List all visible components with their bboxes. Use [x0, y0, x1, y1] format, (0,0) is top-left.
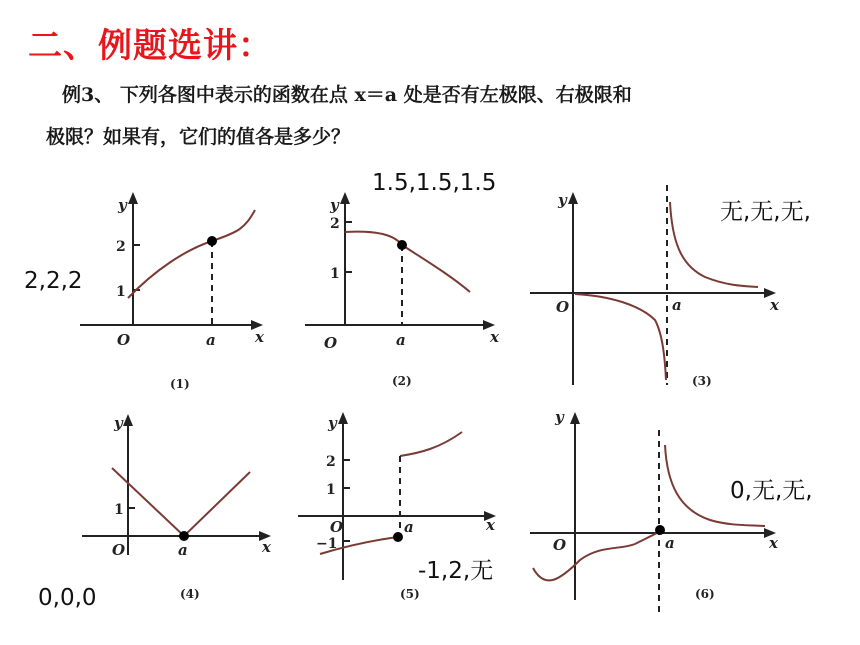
- tick-label: 1: [330, 266, 340, 282]
- graph-caption: (5): [400, 587, 420, 601]
- origin-label: O: [117, 331, 131, 349]
- answer-graph-5: -1,2,无: [418, 558, 494, 584]
- tick-label: 1: [116, 284, 126, 300]
- x-axis-label: x: [255, 328, 264, 346]
- graph-caption: (6): [695, 587, 715, 601]
- point-a-label: a: [665, 534, 675, 552]
- x-axis-label: x: [769, 534, 778, 552]
- y-axis-label: y: [558, 191, 567, 209]
- point-a-label: a: [178, 541, 188, 559]
- question-line-2: 极限？如果有，它们的值各是多少？: [46, 126, 351, 148]
- answer-graph-2: 1.5,1.5,1.5: [372, 170, 497, 196]
- origin-label: O: [112, 541, 126, 559]
- tick-label: 1: [326, 482, 336, 498]
- point-a-label: a: [672, 296, 682, 314]
- y-axis-label: y: [114, 414, 123, 432]
- graph-caption: (3): [692, 374, 712, 388]
- section-heading: 二、例题选讲：: [28, 26, 273, 66]
- x-axis-label: x: [262, 538, 271, 556]
- graph-2: [290, 180, 520, 400]
- graph-1: [60, 180, 280, 400]
- y-axis-label: y: [328, 414, 337, 432]
- y-axis-label: y: [555, 408, 564, 426]
- x-axis-label: x: [770, 296, 779, 314]
- y-axis-label: y: [330, 196, 339, 214]
- origin-label: O: [556, 298, 570, 316]
- graph-6: [525, 400, 790, 615]
- point-a-label: a: [396, 331, 406, 349]
- tick-label: −1: [316, 536, 338, 552]
- tick-label: 1: [114, 502, 124, 518]
- x-axis-label: x: [486, 516, 495, 534]
- tick-label: 2: [116, 239, 126, 255]
- answer-graph-1: 2,2,2: [24, 268, 83, 294]
- graph-caption: (2): [392, 374, 412, 388]
- point-a-label: a: [206, 331, 216, 349]
- point-a-label: a: [404, 518, 414, 536]
- answer-graph-4: 0,0,0: [38, 585, 97, 611]
- answer-graph-3: 无,无,无,: [720, 199, 811, 225]
- x-axis-label: x: [490, 328, 499, 346]
- origin-label: O: [553, 536, 567, 554]
- question-line-1: 例3、 下列各图中表示的函数在点 x＝a 处是否有左极限、右极限和: [62, 84, 632, 106]
- origin-label: O: [324, 334, 338, 352]
- tick-label: 2: [330, 216, 340, 232]
- graph-caption: (1): [170, 377, 190, 391]
- answer-graph-6: 0,无,无,: [730, 478, 813, 504]
- origin-label: O: [330, 518, 344, 536]
- graph-caption: (4): [180, 587, 200, 601]
- y-axis-label: y: [118, 196, 127, 214]
- tick-label: 2: [326, 454, 336, 470]
- graph-4: [80, 400, 290, 610]
